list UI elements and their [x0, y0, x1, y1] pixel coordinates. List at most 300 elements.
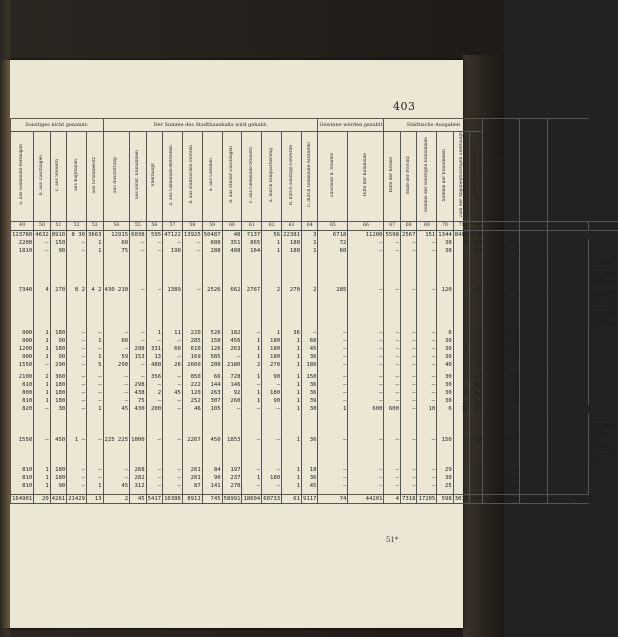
table-cell: 36 [282, 329, 302, 337]
table-cell: 820 [11, 405, 34, 413]
table-cell: 1200 [11, 345, 34, 353]
table-cell: — [417, 329, 437, 337]
table-cell: 263 [222, 345, 242, 353]
table-cell: 810 [11, 381, 34, 389]
table-cell: — [242, 417, 262, 462]
table-cell: 3 [301, 231, 317, 240]
table-cell: 40 [470, 405, 483, 413]
table-cell: 6718 [318, 231, 348, 240]
table-cell: 225 225 [103, 417, 130, 462]
table-cell: 126 [202, 345, 222, 353]
table-cell: — [547, 466, 589, 474]
table-cell: 1853 [222, 417, 242, 462]
table-cell: — [519, 381, 547, 389]
table-cell: — [262, 381, 282, 389]
total-cell: 3017 [454, 496, 469, 503]
header-vertical-text: c. durch Gemeinde-Anstalten [306, 142, 312, 208]
table-cell: — [519, 474, 547, 482]
header-vertical-text: aus sonst. Einnahmen [134, 150, 140, 200]
table-cell: — [348, 474, 384, 482]
table-cell: 12 [470, 329, 483, 337]
table-cell: 1 — [67, 417, 87, 462]
table-cell: 180 [262, 345, 282, 353]
table-cell: — [67, 397, 87, 405]
table-cell: — [519, 397, 547, 405]
table-cell: — [384, 239, 400, 247]
table-cell: — [67, 361, 87, 369]
table-cell: 2767 [242, 255, 262, 325]
table-cell: — [519, 329, 547, 337]
table-cell: 1 [34, 474, 50, 482]
remark-cell [589, 337, 618, 345]
table-cell: 900 [11, 353, 34, 361]
total-cell: 60733 [263, 496, 281, 503]
table-cell: 307 [202, 397, 222, 405]
table-cell: — [87, 474, 103, 482]
table-cell: 850 [182, 373, 202, 381]
table-cell: — [67, 373, 87, 381]
table-cell: — [384, 482, 400, 490]
table-cell: 13 [146, 353, 162, 361]
table-cell: 30 [50, 405, 66, 413]
table-cell: — [130, 247, 146, 255]
table-cell: — [130, 329, 146, 337]
table-cell: — [163, 405, 183, 413]
table-cell: 1 [242, 373, 262, 381]
table-cell: — [400, 405, 416, 413]
table-cell: 1550 [11, 417, 34, 462]
table-cell: — [163, 474, 183, 482]
table-cell: 290 [50, 361, 66, 369]
table-cell: — [163, 381, 183, 389]
table-row [11, 389, 618, 397]
remark-cell: Mit Genh. alle 4 Zahlen 150 M. Zuschüsse zur gemeinen Sachen bei Baaselsum 18 M. [590, 417, 617, 463]
table-cell: — [519, 361, 547, 369]
table-cell: 200 [146, 405, 162, 413]
table-cell: — [547, 345, 589, 353]
table-cell: — [348, 417, 384, 462]
table-cell: 18 [301, 466, 317, 474]
table-cell: 40 [437, 361, 453, 369]
table-cell: — [146, 239, 162, 247]
table-cell: — [547, 373, 589, 381]
header-vertical-text: Hilfe der Kreise [389, 157, 395, 193]
table-cell: — [87, 345, 103, 353]
table-cell: 153 [483, 482, 519, 490]
table-cell: 351 [222, 239, 242, 247]
table-row [11, 373, 618, 381]
table-cell: 30 [437, 345, 453, 353]
table-cell: — [146, 381, 162, 389]
header-vertical-label [163, 132, 183, 222]
table-cell: — [34, 405, 50, 413]
table-cell: 1 [87, 239, 103, 247]
table-cell: — [222, 353, 242, 361]
table-cell: 59 [103, 353, 130, 361]
table-cell: — [87, 373, 103, 381]
table-cell: 1 [242, 397, 262, 405]
table-cell: 45 [163, 389, 183, 397]
table-cell: 12 [470, 482, 483, 490]
table-cell: — [262, 466, 282, 474]
table-cell: — [547, 353, 589, 361]
table-cell: — [519, 239, 547, 247]
table-cell: — [348, 353, 384, 361]
table-cell: 180 [262, 337, 282, 345]
table-cell: 150 [202, 337, 222, 345]
table-cell: 13925 [183, 232, 201, 239]
total-cell: 5417 [147, 496, 162, 503]
total-cell: 61 [282, 495, 302, 504]
table-cell: 12915 [103, 231, 130, 240]
table-cell: — [103, 474, 130, 482]
table-cell: 48 [470, 417, 483, 462]
column-number: 68 [400, 222, 416, 231]
table-cell: — [547, 397, 589, 405]
column-number: 53 [87, 222, 103, 231]
table-cell: — [400, 345, 416, 353]
table-cell: 2 [146, 389, 162, 397]
table-cell: — [417, 345, 437, 353]
table-cell: 8 2 [67, 255, 87, 325]
book-binding [0, 60, 10, 628]
table-cell: 8485 [454, 232, 469, 239]
table-cell: 60 [103, 337, 130, 345]
table-cell: 356 [146, 373, 162, 381]
table-cell: 12 [470, 247, 483, 255]
table-cell: 1 [34, 381, 50, 389]
table-cell: — [547, 361, 589, 369]
table-cell: 600 [202, 239, 222, 247]
remark-cell [589, 474, 618, 482]
column-number: 65 [318, 222, 348, 231]
column-number: 76 [589, 222, 618, 231]
table-row [11, 255, 618, 325]
table-cell: 1 [282, 361, 302, 369]
table-cell: — [417, 482, 437, 490]
total-cell: 164901 [12, 496, 33, 503]
total-cell: 45 [130, 495, 146, 504]
table-cell: 47122 [164, 232, 181, 239]
table-cell: 2200 [11, 239, 34, 247]
header-vertical-text: b. aus Zuschlägen [38, 154, 44, 195]
table-cell: 260 [222, 397, 242, 405]
table-cell: 153 [130, 353, 146, 361]
column-number: 54 [103, 222, 130, 231]
table-cell: 1 [34, 466, 50, 474]
table-cell: 312 [130, 482, 146, 490]
statistics-table [10, 118, 618, 504]
table-cell: 810 [11, 466, 34, 474]
table-cell: 76 [483, 381, 519, 389]
table-cell: 45 [301, 345, 317, 353]
table-cell: 90 [50, 482, 66, 490]
column-number: 52 [67, 222, 87, 231]
table-cell: — [67, 345, 87, 353]
table-cell: 123780 [12, 232, 33, 239]
total-cell: 18604 [243, 496, 261, 503]
table-row [11, 381, 618, 389]
column-number: 56 [146, 222, 162, 231]
table-cell: 30 [437, 247, 453, 255]
table-cell: 270 [222, 482, 242, 490]
table-cell: — [384, 255, 400, 325]
table-cell: 180 [282, 239, 302, 247]
table-cell: 84 [202, 466, 222, 474]
table-cell: 1 [282, 466, 302, 474]
table-cell: — [318, 345, 348, 353]
table-cell: 298 [130, 381, 146, 389]
table-cell: — [318, 373, 348, 381]
table-cell: — [400, 474, 416, 482]
table-cell: — [417, 373, 437, 381]
total-cell: 7318 [401, 496, 416, 503]
column-number: 66 [348, 222, 384, 231]
table-cell: 1550 [11, 361, 34, 369]
table-cell: 60 [301, 337, 317, 345]
table-cell: — [348, 482, 384, 490]
table-cell: — [400, 337, 416, 345]
table-cell: — [384, 397, 400, 405]
table-cell: — [417, 417, 437, 462]
header-col-b: Abweichung bei der Etat-fest. Verwaltungs-Rechnung [483, 119, 519, 222]
table-cell: 10 [417, 405, 437, 413]
table-cell: 60 [163, 345, 183, 353]
header-vertical-text: Hilfe der Kommune [362, 152, 368, 197]
table-cell: 298 [130, 345, 146, 353]
table-cell: — [417, 397, 437, 405]
table-cell: 90 [50, 247, 66, 255]
table-cell: — [67, 466, 87, 474]
table-cell: 197 [222, 466, 242, 474]
table-cell: 1 [242, 345, 262, 353]
table-cell: — [453, 381, 469, 389]
table-cell: — [547, 482, 589, 490]
table-cell: 2100 [11, 373, 34, 381]
table-cell: 450 [202, 417, 222, 462]
table-cell: — [547, 337, 589, 345]
table-cell: — [182, 247, 202, 255]
header-vertical-label [437, 132, 453, 222]
table-cell: 156 [483, 474, 519, 482]
table-cell: — [348, 381, 384, 389]
table-cell: 585 [202, 353, 222, 361]
header-vertical-text: b. aus Steuer-Zuschlägen [229, 146, 235, 204]
table-cell: — [453, 397, 469, 405]
table-cell: 290 [103, 361, 130, 369]
table-cell: 1 [242, 353, 262, 361]
table-cell: — [483, 405, 519, 413]
table-cell: — [519, 337, 547, 345]
table-cell: 12 [470, 389, 483, 397]
table-cell: 12 [470, 353, 483, 361]
table-cell: 1 [282, 373, 302, 381]
table-cell: 1344 [438, 232, 452, 239]
table-cell: 180 [282, 247, 302, 255]
table-cell: — [242, 381, 262, 389]
header-group-paid: Gewinne werden gezahlt [318, 119, 384, 132]
table-cell: 222 [182, 381, 202, 389]
table-cell: 72 [470, 255, 483, 325]
table-cell: — [130, 373, 146, 381]
total-cell: 4261 [51, 496, 66, 503]
column-number: 57 [163, 222, 183, 231]
table-cell: — [163, 417, 183, 462]
table-cell: 60 [318, 247, 348, 255]
total-cell: 8911 [182, 495, 202, 504]
table-cell: 3 [453, 239, 469, 247]
remark-cell [589, 247, 618, 255]
table-cell: 8910 [51, 232, 66, 239]
remark-cell [589, 373, 618, 381]
table-cell: — [262, 482, 282, 490]
header-vertical-label [348, 132, 384, 222]
table-cell: — [453, 482, 469, 490]
table-cell: 96 [483, 466, 519, 474]
table-cell: — [417, 361, 437, 369]
table-cell: 36 [301, 417, 317, 462]
table-cell: 728 [222, 373, 242, 381]
total-cell: 9117 [302, 496, 317, 503]
table-cell: — [163, 373, 183, 381]
table-cell: — [67, 381, 87, 389]
header-vertical-text: aus Kapitalien [73, 158, 79, 191]
table-cell: — [453, 417, 469, 462]
total-cell: 17205 [418, 496, 436, 503]
header-col-c: Summe der Ausgaben [519, 119, 547, 222]
table-cell: 1 [34, 345, 50, 353]
table-cell: — [301, 329, 317, 337]
table-cell: — [130, 239, 146, 247]
table-cell: 90 [202, 474, 222, 482]
table-cell: 213 [483, 397, 519, 405]
table-cell: 180 [301, 361, 317, 369]
table-cell: — [384, 337, 400, 345]
table-cell: 169 [182, 353, 202, 361]
table-row [11, 353, 618, 361]
table-cell: 45 [301, 482, 317, 490]
table-cell: 1 [87, 482, 103, 490]
header-vertical-text: b. aus städtischen Forsten [189, 145, 195, 205]
table-cell: — [417, 381, 437, 389]
table-row [11, 361, 618, 369]
total-cell: 74 [318, 495, 348, 504]
header-vertical-label [282, 132, 302, 222]
table-row [11, 482, 618, 490]
table-cell: — [453, 255, 469, 325]
table-cell: 151 [417, 231, 437, 240]
table-cell: — [417, 337, 437, 345]
table-cell: 24 [470, 239, 483, 247]
table-cell: 30 [437, 381, 453, 389]
table-cell: 8 30 [67, 231, 87, 240]
table-cell: — [67, 405, 87, 413]
table-cell: 180 [50, 397, 66, 405]
remark-cell [589, 239, 618, 247]
table-row [11, 239, 618, 247]
total-cell: 58991 [223, 496, 241, 503]
table-cell: 180 [50, 466, 66, 474]
table-cell: 12 [470, 474, 483, 482]
table-cell: — [87, 466, 103, 474]
table-cell: — [103, 345, 130, 353]
header-vertical-label [87, 132, 103, 222]
column-number: 72 [470, 222, 483, 231]
header-vertical-text: Zuschuss d. Staates [329, 152, 335, 197]
table-cell: 120 [182, 389, 202, 397]
table-cell: 7137 [242, 231, 262, 240]
table-cell: — [417, 239, 437, 247]
table-cell: — [103, 466, 130, 474]
table-cell: — [400, 381, 416, 389]
table-cell: 75 [130, 397, 146, 405]
header-vertical-text: Summe der sonstigen Einnahmen [423, 137, 429, 213]
table-cell: — [400, 329, 416, 337]
table-cell: 261 [182, 466, 202, 474]
table-cell: — [519, 482, 547, 490]
table-cell: — [34, 239, 50, 247]
table-cell: 1 [318, 405, 348, 413]
header-vertical-label [301, 132, 317, 222]
table-cell: 7340 [11, 255, 34, 325]
table-cell: 1 [282, 397, 302, 405]
table-cell: — [519, 231, 547, 240]
table-cell: 810 [11, 482, 34, 490]
table-cell: 12 [470, 397, 483, 405]
table-cell: 1 [282, 381, 302, 389]
table-cell: — [453, 353, 469, 361]
table-cell: 1 [87, 337, 103, 345]
table-cell: 6 [437, 329, 453, 337]
table-cell: 145 [483, 329, 519, 337]
table-cell: 30 [437, 353, 453, 361]
column-number: 67 [384, 222, 400, 231]
table-cell: 180 [262, 389, 282, 397]
table-cell: 48 [470, 361, 483, 369]
table-cell: 2 [242, 361, 262, 369]
table-cell: 282 [130, 474, 146, 482]
total-cell: 5270 [547, 495, 589, 504]
table-cell: — [262, 405, 282, 413]
table-cell: — [146, 482, 162, 490]
table-cell: 4 2 [87, 255, 103, 325]
table-cell: — [103, 329, 130, 337]
table-cell: 1 [34, 329, 50, 337]
table-cell: 105 [202, 405, 222, 413]
table-cell: 144 [202, 381, 222, 389]
table-cell: 30 [437, 397, 453, 405]
table-cell: 4632 [35, 232, 49, 239]
table-cell: 1 [146, 329, 162, 337]
header-group-debt: Städtische Ausgaben [384, 119, 483, 132]
table-row [11, 329, 618, 337]
table-row [11, 247, 618, 255]
table-cell: — [348, 397, 384, 405]
table-cell: 610 [182, 345, 202, 353]
table-cell: — [519, 389, 547, 397]
header-vertical-label [400, 132, 416, 222]
table-cell: 595 [146, 231, 162, 240]
table-cell: 1 [282, 482, 302, 490]
table-row [11, 231, 618, 240]
table-cell: — [400, 255, 416, 325]
table-cell: 800 [11, 389, 34, 397]
table-cell: — [519, 373, 547, 381]
header-vertical-text: a. aus Gefällen [209, 158, 215, 192]
table-cell: 12 [470, 381, 483, 389]
table-cell: 22381 [283, 232, 300, 239]
table-cell: 50487 [203, 232, 221, 239]
